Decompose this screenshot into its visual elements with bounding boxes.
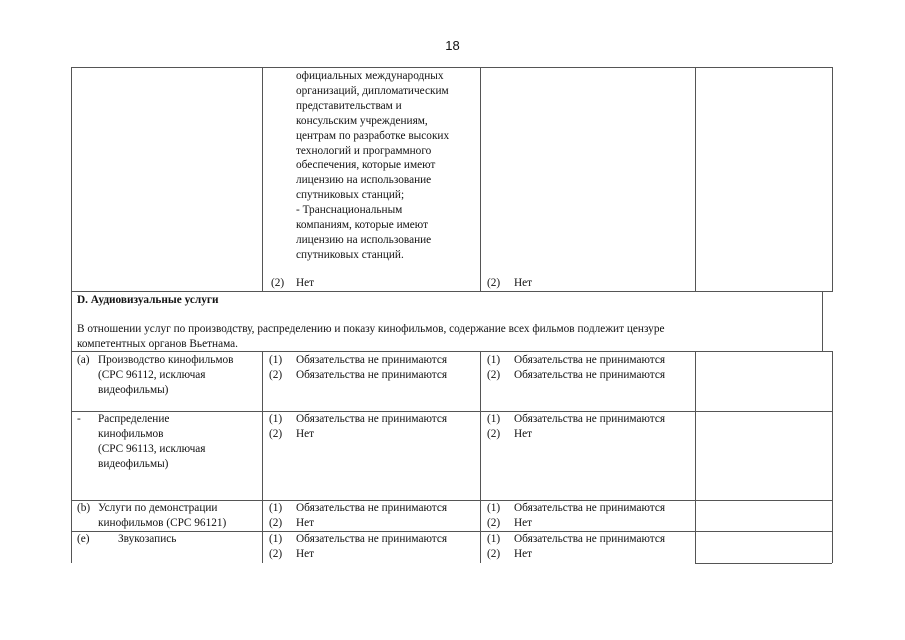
column-border xyxy=(832,351,833,411)
cell-bottom-border xyxy=(695,563,832,564)
column-border xyxy=(71,531,72,563)
commitment-text: Обязательства не принимаются xyxy=(514,533,666,545)
sector-text-line: кинофильмов (CPC 96121) xyxy=(98,516,227,529)
commitment-text: Обязательства не принимаются xyxy=(514,413,666,425)
row-border xyxy=(71,291,832,292)
section-right-border xyxy=(822,291,823,351)
cell-text-line: лицензию на использование xyxy=(296,174,432,187)
list-number: (1) xyxy=(487,533,501,545)
list-number: (1) xyxy=(487,502,501,514)
column-border xyxy=(480,500,481,531)
column-border xyxy=(262,531,263,563)
column-border xyxy=(695,411,696,500)
commitment-text: Обязательства не принимаются xyxy=(514,502,666,514)
column-border xyxy=(832,67,833,292)
column-border xyxy=(71,500,72,531)
commitment-text: Обязательства не принимаются xyxy=(296,533,448,545)
row-marker: - xyxy=(77,413,81,425)
column-border xyxy=(695,500,696,531)
cell-text: Нет xyxy=(296,277,315,289)
cell-text-line: технологий и программного xyxy=(296,144,432,157)
cell-text-line: спутниковых станций. xyxy=(296,248,404,261)
sector-text-line: Распределение xyxy=(98,413,170,425)
sector-text-line: (CPC 96113, исключая xyxy=(98,442,206,455)
cell-text-line: лицензию на использование xyxy=(296,233,432,246)
commitment-text: Нет xyxy=(514,547,533,560)
row-border xyxy=(71,411,832,412)
section-left-border xyxy=(71,291,72,351)
commitment-text: Нет xyxy=(514,427,533,440)
section-note-line: В отношении услуг по производству, распределению и показу кинофильмов, содержание всех фильмов подлежит цензуре xyxy=(77,323,665,335)
column-border xyxy=(71,351,72,411)
table-top-border xyxy=(71,67,832,68)
cell-text-line: обеспечения, которые имеют xyxy=(296,159,436,172)
column-border xyxy=(695,531,696,563)
list-number: (1) xyxy=(487,354,501,366)
row-marker: (a) xyxy=(77,354,90,366)
list-number: (2) xyxy=(487,277,501,289)
list-number: (2) xyxy=(487,427,501,440)
list-number: (2) xyxy=(269,427,283,440)
commitment-text: Обязательства не принимаются xyxy=(296,368,448,381)
list-number: (2) xyxy=(269,516,283,529)
page-number: 18 xyxy=(445,38,460,53)
list-number: (1) xyxy=(269,354,283,366)
sector-text-line: кинофильмов xyxy=(98,427,164,440)
column-border xyxy=(71,67,72,292)
column-border xyxy=(262,500,263,531)
cell-text-line: организаций, дипломатическим xyxy=(296,84,449,97)
list-number: (2) xyxy=(271,277,285,289)
commitment-text: Нет xyxy=(514,516,533,529)
commitment-text: Обязательства не принимаются xyxy=(296,502,448,514)
sector-text-line: (CPC 96112, исключая xyxy=(98,368,206,381)
sector-text-line: видеофильмы) xyxy=(98,383,169,396)
list-number: (2) xyxy=(487,368,501,381)
section-note-line: компетентных органов Вьетнама. xyxy=(77,338,239,350)
column-border xyxy=(480,531,481,563)
list-number: (2) xyxy=(487,516,501,529)
row-marker: (b) xyxy=(77,502,91,514)
list-number: (1) xyxy=(269,413,283,425)
commitment-text: Нет xyxy=(296,427,315,440)
section-heading: D. Аудиовизуальные услуги xyxy=(77,294,219,306)
commitment-text: Обязательства не принимаются xyxy=(296,354,448,366)
cell-text-line: спутниковых станций; xyxy=(296,189,405,202)
column-border xyxy=(480,411,481,500)
commitment-text: Обязательства не принимаются xyxy=(514,368,666,381)
cell-text-line: представительствам и xyxy=(296,99,402,112)
cell-text-line: компаниям, которые имеют xyxy=(296,219,429,231)
column-border xyxy=(262,411,263,500)
sector-text-line: Производство кинофильмов xyxy=(98,354,234,366)
cell-text-line: центрам по разработке высоких xyxy=(296,129,450,142)
list-number: (1) xyxy=(487,413,501,425)
row-border xyxy=(71,531,832,532)
column-border xyxy=(695,67,696,292)
cell-text: Нет xyxy=(514,277,533,289)
sector-text-line: Звукозапись xyxy=(118,533,177,545)
column-border xyxy=(71,411,72,500)
row-border xyxy=(71,351,832,352)
list-number: (2) xyxy=(487,547,501,560)
list-number: (2) xyxy=(269,547,283,560)
list-number: (1) xyxy=(269,502,283,514)
list-number: (1) xyxy=(269,533,283,545)
column-border xyxy=(480,67,481,292)
row-marker: (e) xyxy=(77,533,90,545)
column-border xyxy=(262,67,263,292)
cell-text-line: консульским учреждениям, xyxy=(296,114,428,127)
column-border xyxy=(832,411,833,500)
column-border xyxy=(480,351,481,411)
cell-text-line: официальных международных xyxy=(296,70,444,82)
commitment-text: Обязательства не принимаются xyxy=(296,413,448,425)
column-border xyxy=(832,531,833,563)
commitment-text: Обязательства не принимаются xyxy=(514,354,666,366)
commitment-text: Нет xyxy=(296,516,315,529)
column-border xyxy=(695,351,696,411)
list-number: (2) xyxy=(269,368,283,381)
cell-text-line: - Транснациональным xyxy=(296,204,403,217)
column-border xyxy=(262,351,263,411)
sector-text-line: видеофильмы) xyxy=(98,457,169,470)
sector-text-line: Услуги по демонстрации xyxy=(98,502,218,514)
commitment-text: Нет xyxy=(296,547,315,560)
column-border xyxy=(832,500,833,531)
